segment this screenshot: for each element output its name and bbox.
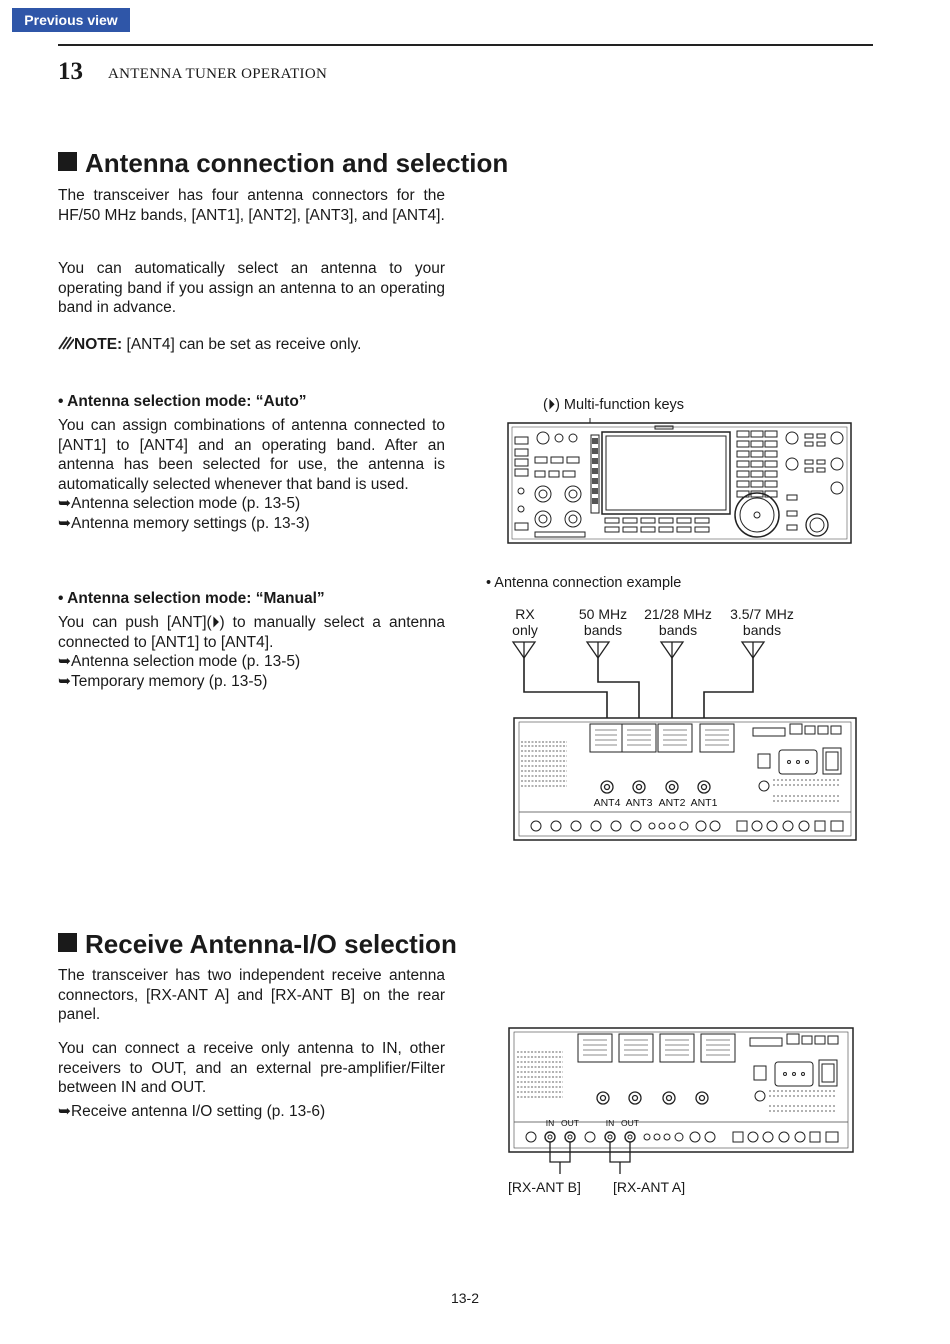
front-panel-illustration: [505, 415, 855, 545]
header-rule: [58, 44, 873, 46]
connector-label-ant3: ANT3: [625, 797, 653, 809]
antenna-label-3-5-7mhz: 3.5/7 MHz bands: [730, 606, 794, 638]
ref-antenna-memory-settings[interactable]: ➥Antenna memory settings (p. 13-3): [58, 515, 310, 532]
note-hatch-icon: [58, 336, 74, 350]
auto-mode-body: You can assign combinations of antenna connected to [ANT1] to [ANT4] and an operating band. After an antenna has been selected for use, the antenna is automatically selected whenever that band is used.: [58, 417, 445, 493]
rx-ant-a-label: [RX-ANT A]: [613, 1179, 686, 1195]
ref-receive-antenna-io-setting[interactable]: ➥Receive antenna I/O setting (p. 13-6): [58, 1103, 326, 1120]
auto-mode-heading: • Antenna selection mode: “Auto”: [58, 393, 307, 410]
rx-ant-a-out-label: OUT: [621, 1118, 639, 1128]
antenna-label-rx-only: RX only: [512, 606, 538, 638]
chapter-title: ANTENNA TUNER OPERATION: [108, 66, 328, 82]
rear-panel-connection-illustration: [505, 638, 865, 844]
ref-antenna-selection-mode[interactable]: ➥Antenna selection mode (p. 13-5): [58, 495, 301, 512]
page-number: 13-2: [450, 1290, 480, 1306]
antenna-label-21-28mhz: 21/28 MHz bands: [644, 606, 712, 638]
chapter-number: 13: [58, 58, 83, 85]
manual-mode-body: You can push [ANT](⏵) to manually select a antenna connected to [ANT1] to [ANT4].: [58, 614, 445, 651]
rx-ant-a-in-label: IN: [605, 1118, 615, 1128]
square-bullet-icon: [58, 933, 77, 952]
connector-label-ant1: ANT1: [690, 797, 718, 809]
previous-view-button[interactable]: Previous view: [12, 8, 130, 32]
ref-temporary-memory[interactable]: ➥Temporary memory (p. 13-5): [58, 673, 268, 690]
rx-ant-b-out-label: OUT: [561, 1118, 579, 1128]
ref-antenna-selection-mode-2[interactable]: ➥Antenna selection mode (p. 13-5): [58, 653, 301, 670]
square-bullet-icon: [58, 152, 77, 171]
connector-label-ant2: ANT2: [658, 797, 686, 809]
section-heading-antenna-connection: Antenna connection and selection: [58, 148, 508, 179]
connection-example-caption: • Antenna connection example: [486, 575, 682, 591]
intro-paragraph: The transceiver has four antenna connectors for the HF/50 MHz bands, [ANT1], [ANT2], [ANT3], and [ANT4].: [58, 187, 445, 224]
rx-ant-b-label: [RX-ANT B]: [508, 1179, 581, 1195]
connector-label-ant4: ANT4: [593, 797, 621, 809]
rx-ant-connection-paragraph: You can connect a receive only antenna to IN, other receivers to OUT, and an external pre-amplifier/Filter between IN and OUT.: [58, 1040, 445, 1097]
rx-ant-b-in-label: IN: [545, 1118, 555, 1128]
multi-function-keys-callout: (⏵) Multi-function keys: [543, 397, 685, 413]
rx-ant-intro-paragraph: The transceiver has two independent receive antenna connectors, [RX-ANT A] and [RX-ANT B] on the rear panel.: [58, 967, 445, 1024]
manual-mode-heading: • Antenna selection mode: “Manual”: [58, 590, 325, 607]
antenna-label-50mhz: 50 MHz bands: [578, 606, 628, 638]
section-heading-receive-antenna: Receive Antenna-I/O selection: [58, 929, 457, 960]
rear-panel-rx-ant-illustration: [505, 1024, 860, 1176]
note: NOTE: [ANT4] can be set as receive only.: [58, 336, 361, 354]
auto-select-paragraph: You can automatically select an antenna to your operating band if you assign an antenna to an operating band in advance.: [58, 260, 445, 317]
